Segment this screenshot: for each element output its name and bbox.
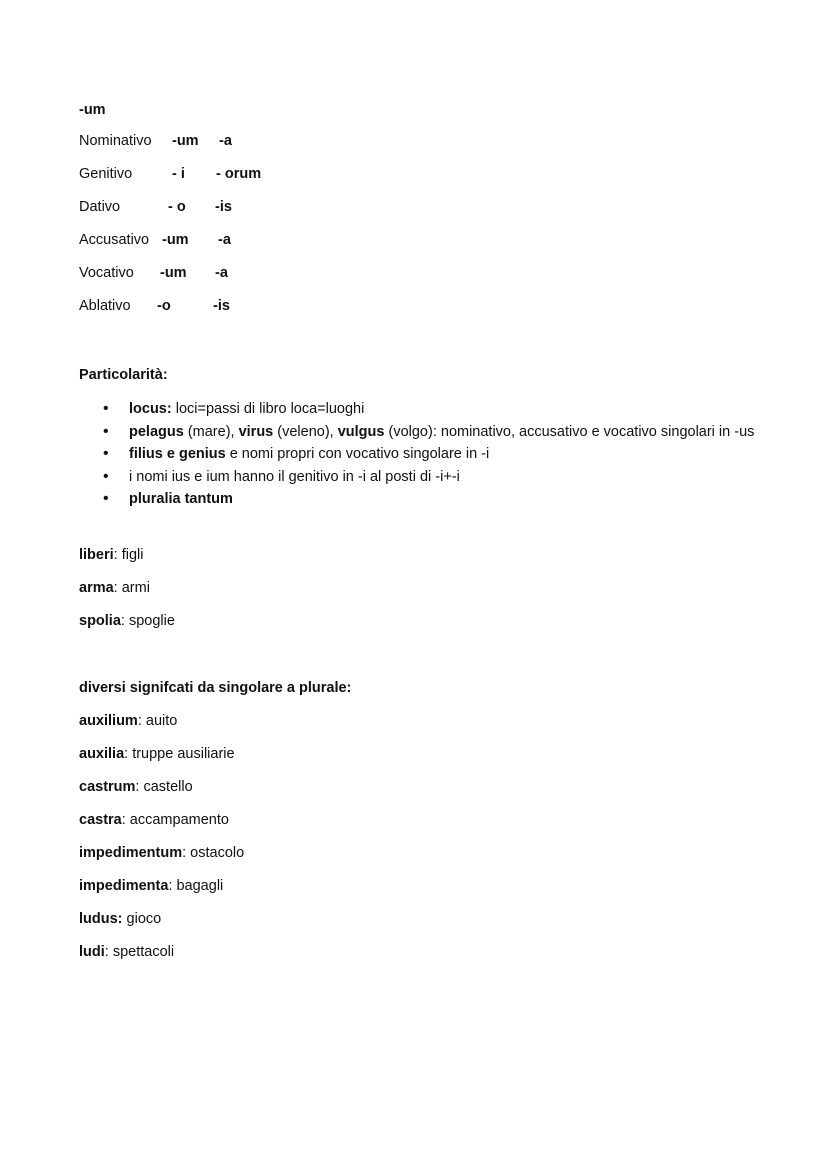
case-label: Ablativo <box>79 298 131 314</box>
section-heading: -um <box>79 102 106 118</box>
latin-term: ludi <box>79 944 105 960</box>
bullet-item <box>79 443 759 466</box>
plural-ending: -a <box>215 265 228 281</box>
bold-text: vulgus <box>337 423 385 440</box>
diversi-entry <box>79 876 223 896</box>
latin-term: arma <box>79 580 114 596</box>
diversi-entry <box>79 777 193 797</box>
diversi-entry <box>79 744 235 764</box>
case-label: Accusativo <box>79 232 150 248</box>
term-meaning: gioco <box>122 911 162 927</box>
diversi-entry <box>79 942 174 962</box>
singular-ending: -um <box>160 265 187 281</box>
latin-term: ludus: <box>79 911 123 927</box>
plain-text: (volgo): nominativo, accusativo e vocativo singolari in -us <box>384 423 755 440</box>
bullet-item <box>79 466 759 489</box>
plain-text: (mare), <box>183 423 239 440</box>
diversi-entry <box>79 843 244 863</box>
term-meaning: : auito <box>137 713 178 729</box>
case-label: Vocativo <box>79 265 134 281</box>
particolarita-list <box>79 398 759 511</box>
term-meaning: : spettacoli <box>104 944 175 960</box>
term-meaning: : truppe ausiliarie <box>124 746 235 762</box>
case-label: Genitivo <box>79 166 133 182</box>
bullet-item <box>79 421 759 444</box>
singular-ending: -um <box>162 232 189 248</box>
diversi-entry <box>79 711 177 731</box>
latin-term: auxilium <box>79 713 138 729</box>
term-meaning: : armi <box>113 580 150 596</box>
case-label: Nominativo <box>79 133 152 149</box>
plain-text: loci=passi di libro loca=luoghi <box>171 401 365 417</box>
plain-text: e nomi propri con vocativo singolare in -i <box>225 446 490 462</box>
latin-term: impedimentum <box>79 845 183 861</box>
pluralia-entry <box>79 545 143 565</box>
diversi-entry <box>79 810 229 830</box>
bold-text: pelagus <box>129 423 184 440</box>
latin-term: impedimenta <box>79 878 169 894</box>
particolarita-title: Particolarità: <box>79 367 168 383</box>
term-meaning: : castello <box>135 779 193 795</box>
term-meaning: : bagagli <box>168 878 224 894</box>
plain-text: (veleno), <box>273 423 338 440</box>
case-label: Dativo <box>79 199 121 215</box>
plural-ending: -is <box>215 199 232 215</box>
diversi-title: diversi signifcati da singolare a plurale: <box>79 680 352 696</box>
plural-ending: - orum <box>216 166 262 182</box>
latin-term: auxilia <box>79 746 125 762</box>
singular-ending: -um <box>172 133 199 149</box>
latin-term: castra <box>79 812 122 828</box>
term-meaning: : figli <box>113 547 144 563</box>
latin-term: liberi <box>79 547 114 563</box>
bold-text: filius e genius <box>129 446 226 462</box>
term-meaning: : accampamento <box>121 812 229 828</box>
latin-term: spolia <box>79 613 121 629</box>
plain-text: i nomi ius e ium hanno il genitivo in -i al posti di -i+-i <box>129 468 460 485</box>
bold-text: virus <box>238 423 274 440</box>
diversi-entry <box>79 909 161 929</box>
bold-text: pluralia tantum <box>129 491 233 507</box>
plural-ending: -is <box>213 298 230 314</box>
plural-ending: -a <box>218 232 231 248</box>
bold-text: locus: <box>129 401 172 417</box>
bullet-item <box>79 488 759 511</box>
term-meaning: : ostacolo <box>182 845 245 861</box>
singular-ending: -o <box>157 298 171 314</box>
latin-term: castrum <box>79 779 136 795</box>
pluralia-entry <box>79 611 175 631</box>
singular-ending: - i <box>172 166 185 182</box>
plural-ending: -a <box>219 133 232 149</box>
singular-ending: - o <box>168 199 186 215</box>
term-meaning: : spoglie <box>120 613 175 629</box>
bullet-item <box>79 398 759 421</box>
pluralia-entry <box>79 578 150 598</box>
